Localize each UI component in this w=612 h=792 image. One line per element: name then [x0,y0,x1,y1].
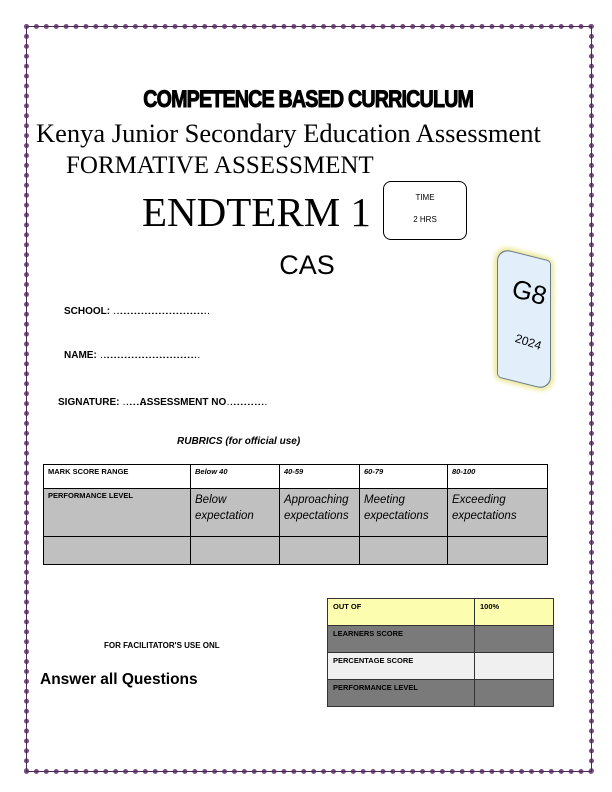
table-cell: LEARNERS SCORE [328,626,475,653]
school-label: SCHOOL: [64,306,111,317]
table-cell: PERFORMANCE LEVEL [328,680,475,707]
table-cell[interactable] [280,537,360,565]
name-dots: ……………………………………………………………………… [99,350,195,361]
instruction: Answer all Questions [40,671,198,688]
table-cell: Below 40 [191,465,280,489]
table-cell: PERCENTAGE SCORE [328,653,475,680]
learners-score-cell[interactable] [475,626,554,653]
table-cell: PERFORMANCE LEVEL [44,489,191,537]
table-cell: 80-100 [448,465,548,489]
school-field[interactable] [64,306,204,317]
name-label: NAME: [64,350,97,361]
exam-title: ENDTERM 1 [142,189,371,235]
facilitator-note: FOR FACILITATOR'S USE ONL [104,641,220,650]
table-row [328,653,554,680]
time-box [383,181,467,240]
table-cell: OUT OF [328,599,475,626]
table-row [44,489,548,537]
table-cell[interactable] [44,537,191,565]
rubrics-title: RUBRICS (for official use) [177,436,301,447]
table-row [328,626,554,653]
grade-badge [497,247,551,390]
school-dots: …………………………………………………………………… [112,306,204,317]
table-cell: MARK SCORE RANGE [44,465,191,489]
table-cell: 100% [475,599,554,626]
assessment-body: Kenya Junior Secondary Education Assessment [36,118,541,148]
name-field[interactable] [64,350,194,361]
assessment-type: FORMATIVE ASSESSMENT [66,152,374,179]
assessment-no-dots: …………………………. [226,397,258,408]
table-cell: Below expectation [191,489,280,537]
rubrics-table [43,464,548,565]
assessment-no-label: ASSESSMENT NO [139,397,227,408]
table-cell: 40-59 [280,465,360,489]
time-value: 2 HRS [413,215,437,224]
performance-level-cell[interactable] [475,680,554,707]
table-cell[interactable] [448,537,548,565]
table-row [44,465,548,489]
signature-label: SIGNATURE: [58,397,123,408]
table-cell: Approaching expectations [280,489,360,537]
signature-dots: ………………. [122,397,140,408]
table-cell[interactable] [191,537,280,565]
subject: CAS [279,250,335,280]
table-cell: Meeting expectations [360,489,448,537]
table-cell: 60-79 [360,465,448,489]
signature-field[interactable] [58,397,258,408]
percentage-score-cell[interactable] [475,653,554,680]
table-row [328,599,554,626]
score-table [327,598,554,707]
table-row [44,537,548,565]
year: 2024 [513,331,544,353]
table-cell: Exceeding expectations [448,489,548,537]
table-cell[interactable] [360,537,448,565]
curriculum-title: COMPETENCE BASED CURRICULUM [143,86,474,113]
table-row [328,680,554,707]
grade: G8 [508,273,551,311]
time-label: TIME [415,193,435,202]
